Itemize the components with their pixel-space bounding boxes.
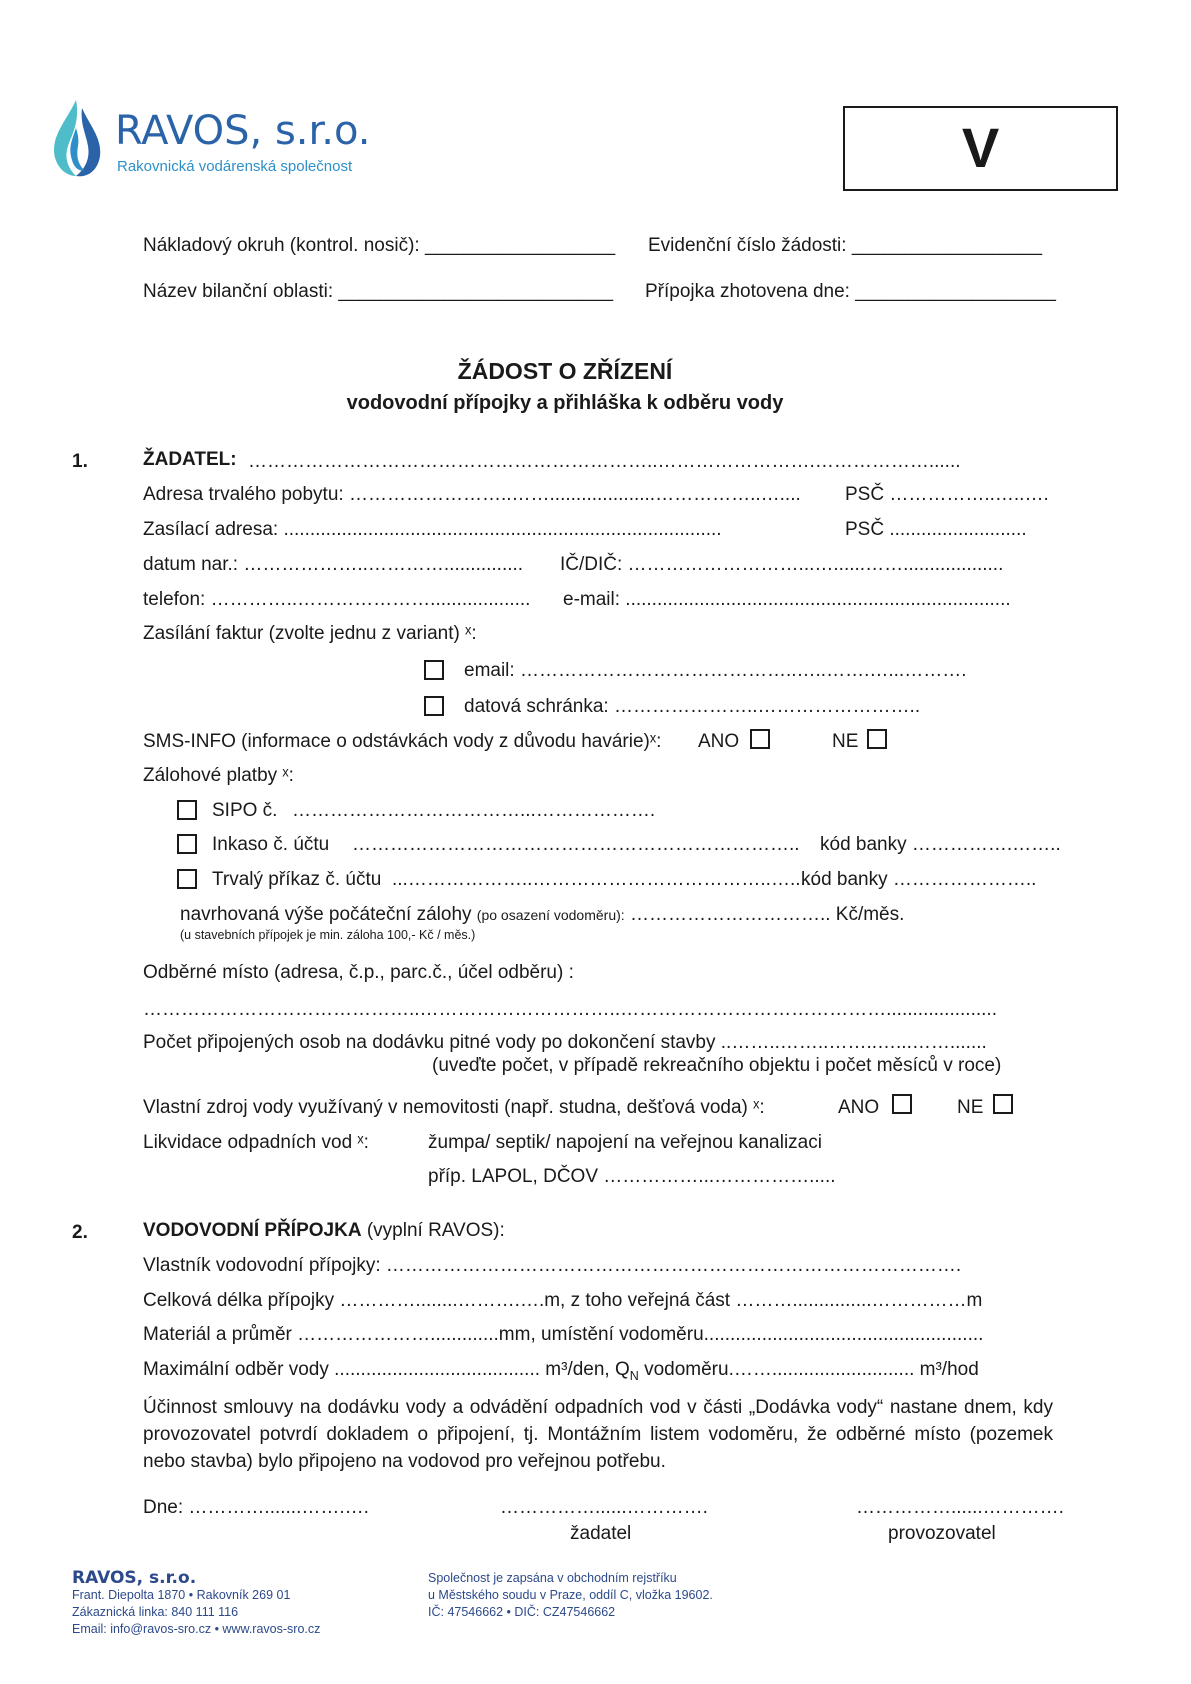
form-type-box [843, 106, 1118, 191]
trvaly-checkbox[interactable] [177, 869, 197, 889]
operator-signature-label: provozovatel [888, 1523, 996, 1544]
trvaly-dots: ...………………..………………………………..…..... [392, 869, 817, 890]
mail-address-field: Zasílací adresa: ................................................................................... [143, 519, 722, 540]
sms-yes-checkbox[interactable] [750, 729, 770, 749]
own-source-yes-checkbox[interactable] [892, 1094, 912, 1114]
inkaso-label: Inkaso č. účtu [212, 834, 330, 855]
applicant-signature-label: žadatel [570, 1523, 632, 1544]
invoice-databox-checkbox[interactable] [424, 696, 444, 716]
request-number-field: Evidenční číslo žádosti: __________________ [648, 235, 1043, 256]
wastewater-label: Likvidace odpadních vod ˣ: [143, 1132, 369, 1153]
address-psc-field: PSČ ……………..…..…. [845, 484, 1049, 505]
form-type-letter: V [961, 116, 1000, 179]
logo-tagline: Rakovnická vodárenská společnost [117, 158, 353, 175]
persons-count-field: Počet připojených osob na dodávku pitné vody po dokončení stavby ..……..……..……..…...……....... [143, 1032, 987, 1053]
invoice-delivery-label: Zasílání faktur (zvolte jednu z variant) ˣ: [143, 623, 477, 644]
form-subtitle: vodovodní přípojky a přihláška k odběru vody [346, 392, 784, 414]
trvaly-label: Trvalý příkaz č. účtu [212, 869, 382, 890]
consumption-place-dots: ……………………………………..…………………………..……………………………………..................... [143, 999, 997, 1020]
water-drop-logo-icon [46, 98, 106, 180]
trvaly-bank-field: kód banky ………………….. [801, 869, 1037, 890]
section-1-heading: ŽADATEL: [143, 449, 237, 470]
footer-company: RAVOS, s.r.o. [72, 1568, 197, 1588]
inkaso-dots: …………………………………………………………….. [352, 834, 800, 855]
applicant-name-dots: ………………………………………………………..…………………….………………...... [248, 451, 961, 472]
connection-length-field: Celková délka přípojky …………........……….….m, z toho veřejná část ………...............……………m [143, 1290, 983, 1311]
section-2-number: 2. [72, 1222, 88, 1243]
material-diameter-field: Materiál a průměr ………………….............mm, umístění vodoměru..................................................... [143, 1324, 984, 1345]
inkaso-checkbox[interactable] [177, 834, 197, 854]
footer-register-1: Společnost je zapsána v obchodním rejstříku [428, 1571, 677, 1585]
own-source-yes-label: ANO [838, 1097, 880, 1118]
max-consumption-meter: vodoměru.……........................... m³/hod [638, 1359, 979, 1380]
footer-contact: Email: info@ravos-sro.cz • www.ravos-sro.cz [72, 1622, 321, 1636]
footer-address: Frant. Diepolta 1870 • Rakovník 269 01 [72, 1588, 291, 1602]
sipo-label: SIPO č. [212, 800, 278, 821]
max-consumption-field [143, 1359, 979, 1387]
deposit-amount-text: navrhovaná výše počáteční zálohy [180, 904, 472, 925]
consumption-place-label: Odběrné místo (adresa, č.p., parc.č., účel odběru) : [143, 962, 574, 983]
form-title: ŽÁDOST O ZŘÍZENÍ [457, 358, 673, 384]
email-field: e-mail: ......................................................................... [563, 589, 1011, 610]
footer-register-2: u Městského soudu v Praze, oddíl C, vložka 19602. [428, 1588, 713, 1602]
sms-info-label: SMS-INFO (informace o odstávkách vody z důvodu havárie)ˣ: [143, 731, 662, 752]
address-field: Adresa trvalého pobytu: ……………………..……....................……………..….... [143, 484, 801, 505]
invoice-databox-field: datová schránka: …………………..…………………….. [464, 696, 921, 717]
deposit-amount-dots: ………………………….. Kč/měs. [629, 904, 905, 925]
ico-field: IČ/DIČ: ………………………...…......……................... [560, 554, 1004, 575]
deposit-amount-label [180, 904, 904, 926]
contract-validity-text: Účinnost smlouvy na dodávku vody a odvádění odpadních vod v části „Dodávka vody“ nastane dnem, kdy provozovatel potvrdí dokladem o připojení, tj. Montážním listem vodoměru, že odběrné místo (pozemek nebo stavba) bylo připojeno na vodovod pro veřejnou potřebu. [143, 1397, 1053, 1472]
own-source-no-label: NE [957, 1097, 984, 1118]
sms-yes-label: ANO [698, 731, 740, 752]
built-date-field: Přípojka zhotovena dne: ___________________ [645, 281, 1056, 302]
max-consumption-text: Maximální odběr vody ....................................... m³/den, Q [143, 1359, 630, 1380]
wastewater-options: žumpa/ septik/ napojení na veřejnou kanalizaci [428, 1132, 822, 1153]
own-source-label: Vlastní zdroj vody využívaný v nemovitosti (např. studna, dešťová voda) ˣ: [143, 1097, 765, 1118]
operator-signature-dots: ……………......…………. [856, 1497, 1064, 1518]
dob-field: datum nar.: ………………..…………............... [143, 554, 524, 575]
deposit-amount-hint: (po osazení vodoměru): [476, 907, 625, 923]
wastewater-options-2: příp. LAPOL, DČOV ……………...……………..... [428, 1166, 836, 1187]
own-source-no-checkbox[interactable] [993, 1094, 1013, 1114]
footer-hotline: Zákaznická linka: 840 111 116 [72, 1605, 239, 1619]
phone-field: telefon: …………..…………………................... [143, 589, 531, 610]
sms-no-label: NE [832, 731, 859, 752]
persons-count-note: (uveďte počet, v případě rekreačního objektu i počet měsíců v roce) [432, 1055, 1002, 1076]
sipo-checkbox[interactable] [177, 800, 197, 820]
sms-no-checkbox[interactable] [867, 729, 887, 749]
invoice-email-field: email: ……………………………………..…..…….…...………. [464, 660, 967, 681]
footer-ids: IČ: 47546662 • DIČ: CZ47546662 [428, 1605, 616, 1619]
section-2-heading-row [143, 1220, 505, 1242]
logo-name: RAVOS, s.r.o. [115, 108, 371, 154]
connection-owner-field: Vlastník vodovodní přípojky: ………………………………………………………………………………. [143, 1255, 962, 1276]
sipo-dots: ………………………………...………………. [292, 800, 656, 821]
balance-area-field: Název bilanční oblasti: __________________________ [143, 281, 614, 302]
inkaso-bank-field: kód banky …………….…….. [820, 834, 1061, 855]
applicant-signature-dots: ……………......…………. [500, 1497, 708, 1518]
section-1-number: 1. [72, 451, 88, 472]
invoice-email-checkbox[interactable] [424, 660, 444, 680]
signature-date-field: Dne: ………….......…….…. [143, 1497, 369, 1518]
deposits-label: Zálohové platby ˣ: [143, 765, 294, 786]
deposit-note: (u stavebních přípojek je min. záloha 100,- Kč / měs.) [180, 928, 476, 942]
max-consumption-subscript: N [629, 1368, 639, 1383]
section-2-heading: VODOVODNÍ PŘÍPOJKA [143, 1220, 362, 1241]
mail-psc-field: PSČ .......................... [845, 519, 1027, 540]
section-2-heading-suffix: (vyplní RAVOS): [361, 1220, 505, 1241]
cost-center-field: Nákladový okruh (kontrol. nosič): __________________ [143, 235, 616, 256]
